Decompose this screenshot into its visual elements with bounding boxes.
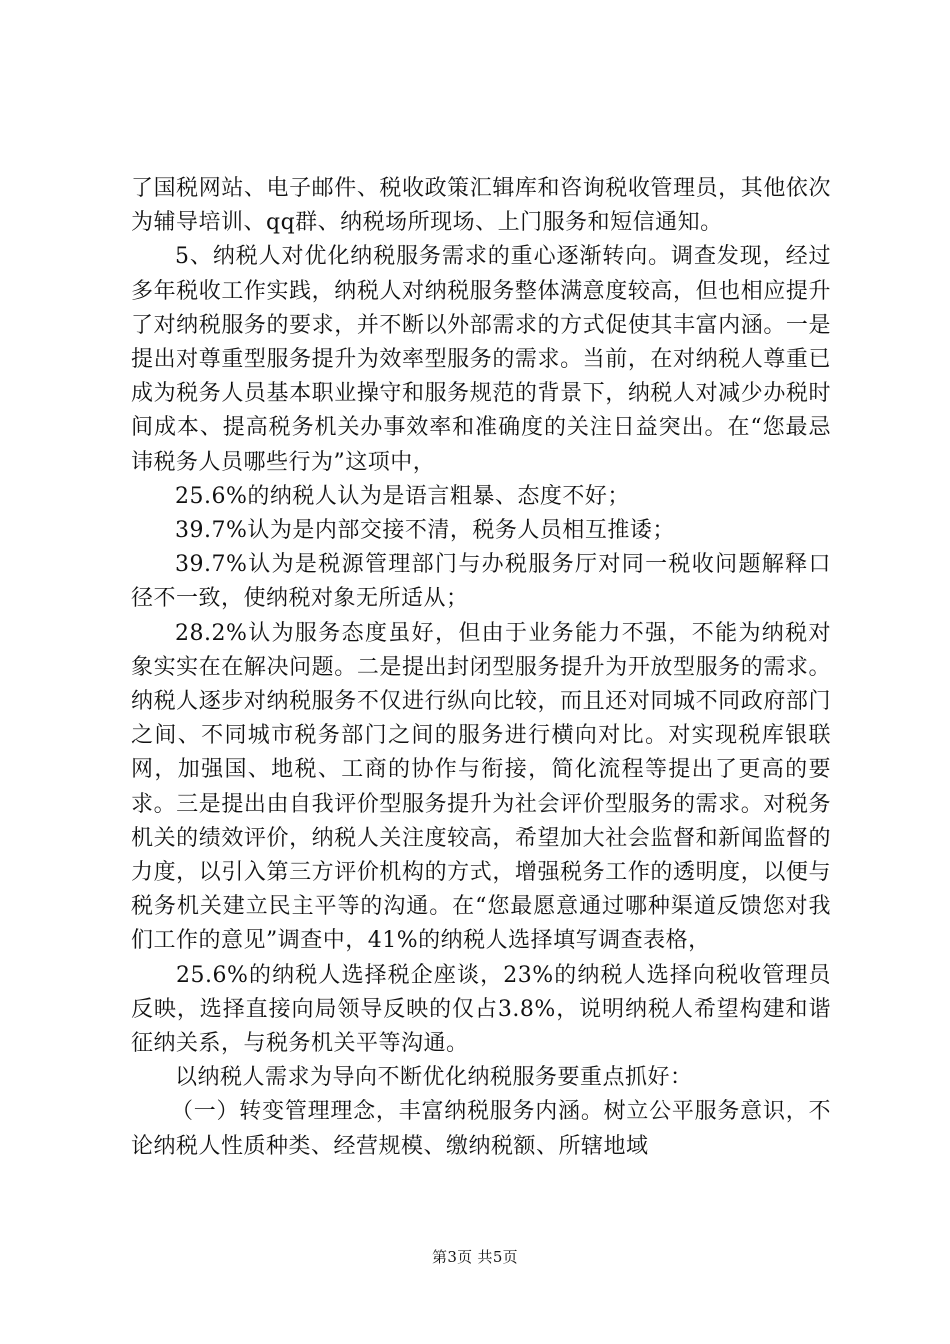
paragraph-7: 25.6%的纳税人选择税企座谈，23%的纳税人选择向税收管理员反映，选择直接向局领导反映的仅占3.8%，说明纳税人希望构建和谐征纳关系，与税务机关平等沟通。	[131, 962, 831, 1057]
paragraph-5: 39.7%认为是税源管理部门与办税服务厅对同一税收问题解释口径不一致，使纳税对象无所适从；	[131, 552, 831, 612]
page-footer: 第3页 共5页	[432, 1248, 518, 1266]
document-body	[131, 172, 831, 1164]
paragraph-3: 25.6%的纳税人认为是语言粗暴、态度不好；	[175, 483, 630, 509]
paragraph-9: （一）转变管理理念，丰富纳税服务内涵。树立公平服务意识，不论纳税人性质种类、经营规模、缴纳税额、所辖地域	[131, 1099, 831, 1159]
paragraph-2: 5、纳税人对优化纳税服务需求的重心逐渐转向。调查发现，经过多年税收工作实践，纳税人对纳税服务整体满意度较高，但也相应提升了对纳税服务的要求，并不断以外部需求的方式促使其丰富内涵。一是提出对尊重型服务提升为效率型服务的需求。当前，在对纳税人尊重已成为税务人员基本职业操守和服务规范的背景下，纳税人对减少办税时间成本、提高税务机关办事效率和准确度的关注日益突出。在“您最忌讳税务人员哪些行为”这项中，	[131, 244, 831, 475]
paragraph-8: 以纳税人需求为导向不断优化纳税服务要重点抓好：	[175, 1065, 693, 1091]
paragraph-4: 39.7%认为是内部交接不清，税务人员相互推诿；	[175, 518, 675, 544]
paragraph-1: 了国税网站、电子邮件、税收政策汇辑库和咨询税收管理员，其他依次为辅导培训、qq群、纳税场所现场、上门服务和短信通知。	[131, 176, 831, 236]
paragraph-6: 28.2%认为服务态度虽好，但由于业务能力不强，不能为纳税对象实实在在解决问题。二是提出封闭型服务提升为开放型服务的需求。纳税人逐步对纳税服务不仅进行纵向比较，而且还对同城不同政府部门之间、不同城市税务部门之间的服务进行横向对比。对实现税库银联网，加强国、地税、工商的协作与衔接，简化流程等提出了更高的要求。三是提出由自我评价型服务提升为社会评价型服务的需求。对税务机关的绩效评价，纳税人关注度较高，希望加大社会监督和新闻监督的力度，以引入第三方评价机构的方式，增强税务工作的透明度，以便与税务机关建立民主平等的沟通。在“您最愿意通过哪种渠道反馈您对我们工作的意见”调查中，41%的纳税人选择填写调查表格，	[131, 620, 831, 954]
